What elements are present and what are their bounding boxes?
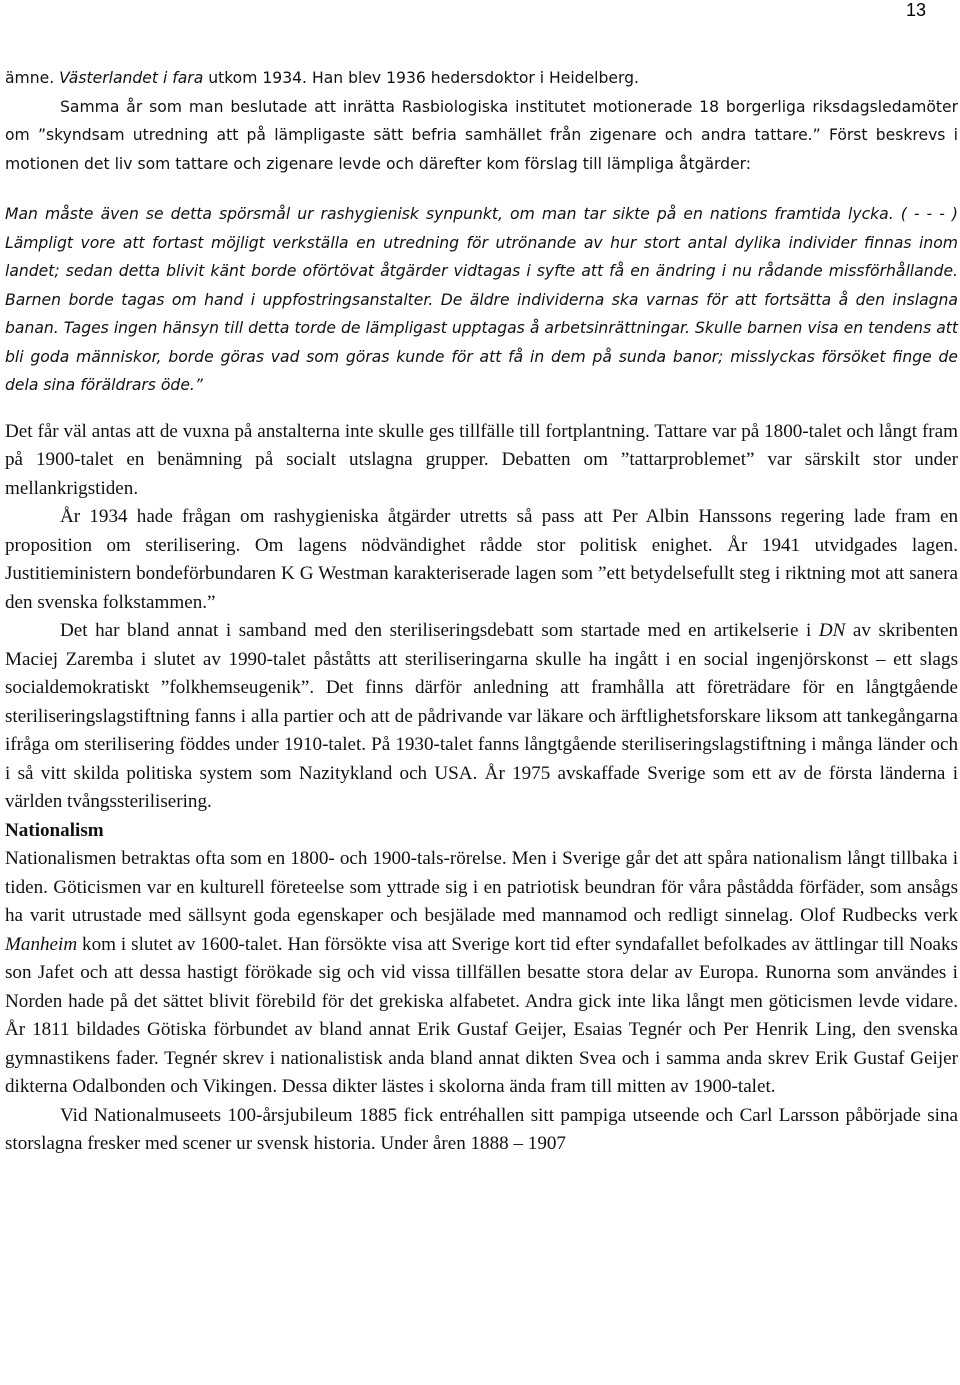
paragraph-3-text: Det har bland annat i samband med den steriliseringsdebatt som startade med en artikelserie i bbox=[60, 620, 819, 641]
section-paragraph-1 bbox=[5, 845, 958, 1102]
section-heading: Nationalism bbox=[5, 819, 104, 841]
paragraph-3-text-end: av skribenten Maciej Zaremba i slutet av 1990-talet påståtts att steriliseringarna skulle ha ingått i en social ingenjörskonst – ett slags socialdemokratiskt ”folkhemseugenik”. Det finns därför anledning att framhålla att företrädare för en långtgående steriliseringslagstiftning fanns i alla partier och att de pådrivande var läkare och ärftlighetsforskare liksom att tankegångarna ifråga om sterilisering föddes under 1910-talet. På 1930-talet fanns långtgående steriliseringslagstiftning i många länder och i så vitt skilda politiska system som Nazitykland och USA. År 1975 avskaffade Sverige som ett av de första länderna i världen tvångssterilisering. bbox=[5, 620, 958, 812]
intro-text-end: utkom 1934. Han blev 1936 hedersdoktor i Heidelberg. bbox=[203, 69, 639, 87]
paragraph-3 bbox=[5, 617, 958, 817]
block-quote: Man måste även se detta spörsmål ur rashygienisk synpunkt, om man tar sikte på en nations framtida lycka. ( - - - ) Lämpligt vore att fortast möjligt verkställa en utredning för utrönande av hur stort antal dylika individer finnas inom landet; sedan detta blivit känt borde oförtövat åtgärder vidtagas i syfte att få en ändring i nu rådande missförhållande. Barnen borde tagas om hand i uppfostringsanstalter. De äldre individerna ska varnas för att fortsätta å den inslagna banan. Tages ingen hänsyn till detta torde de lämpligast upptagas å arbetsinrättningar. Skulle barnen visa en tendens att bli goda människor, borde göras vad som göras kunde för att få in dem på sunda banor; misslyckas försöket finge de dela sina föräldrars öde.” bbox=[5, 205, 958, 394]
section-paragraph-2: Vid Nationalmuseets 100-årsjubileum 1885 fick entréhallen sitt pampiga utseende och Carl Larsson påbörjade sina storslagna fresker med scener ur svensk historia. Under åren 1888 – 1907 bbox=[5, 1104, 958, 1154]
intro-text: ämne. bbox=[5, 69, 60, 87]
page-number: 13 bbox=[905, 0, 926, 20]
paragraph-1: Det får väl antas att de vuxna på anstalterna inte skulle ges tillfälle till fortplantning. Tattare var på 1800-talet och långt fram på 1900-talet en benämning på socialt utslagna grupper. Debatten om ”tattarproblemet” var särskilt stor under mellankrigstiden. bbox=[5, 420, 958, 499]
section-paragraph-1-text: Nationalismen betraktas ofta som en 1800- och 1900-tals-rörelse. Men i Sverige går det att spåra nationalism långt tillbaka i tiden. Göticismen var en kulturell företeelse som yttrade sig i en patriotisk beundran för våra påstådda förfäder, som ansågs ha varit utrustade med sällsynt goda egenskaper och besjälade med mannamod och redligt sinnelag. Olof Rudbecks verk bbox=[5, 848, 958, 926]
intro-paragraph: Samma år som man beslutade att inrätta Rasbiologiska institutet motionerade 18 borgerliga riksdagsledamöter om ”skyndsam utredning att på lämpligaste sätt befria samhället från zigenare och andra tattare.” Först beskrevs i motionen det liv som tattare och zigenare levde och därefter kom förslag till lämpliga åtgärder: bbox=[5, 97, 958, 173]
newspaper-name: DN bbox=[818, 620, 846, 641]
section-paragraph-1-text-end: kom i slutet av 1600-talet. Han försökte visa att Sverige kort tid efter syndafallet befolkades av ättlingar till Noaks son Jafet och att dessa hastigt förökade sig och vid vissa tillfällen besatte stora delar av Europa. Runorna som användes i Norden hade på det sättet blivit förebild för det grekiska alfabetet. Andra gick inte lika långt men göticismen levde vidare. År 1811 bildades Götiska förbundet av bland annat Erik Gustaf Geijer, Esaias Tegnér och Per Henrik Ling, den svenska gymnastikens fader. Tegnér skrev i nationalistisk anda bland annat dikten Svea och i samma anda skrev Erik Gustaf Geijer dikterna Odalbonden och Vikingen. Dessa dikter lästes i skolorna ända fram till mitten av 1900-talet. bbox=[5, 933, 958, 1097]
document-body bbox=[5, 64, 958, 1159]
paragraph-2: År 1934 hade frågan om rashygieniska åtgärder utretts så pass att Per Albin Hanssons regering lade fram en proposition om sterilisering. Om lagens nödvändighet rådde stor politisk enighet. År 1941 utvidgades lagen. Justitieministern bondeförbundaren K G Westman karakteriserade lagen som ”ett betydelsefullt steg i riktning mot att sanera den svenska folkstammen.” bbox=[5, 506, 958, 613]
book-title: Västerlandet i fara bbox=[59, 69, 204, 87]
work-title: Manheim bbox=[5, 933, 78, 955]
intro-line bbox=[5, 64, 958, 93]
